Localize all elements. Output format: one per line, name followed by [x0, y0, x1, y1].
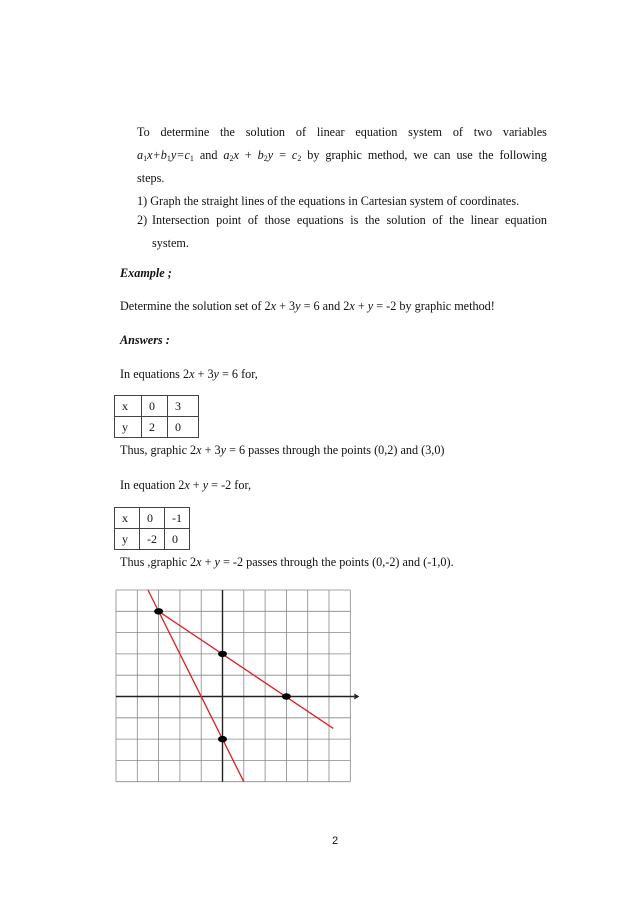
intro-line-3: steps. — [137, 171, 165, 185]
graph-line — [159, 611, 334, 728]
graph-point — [154, 608, 163, 614]
table-row: y -2 0 — [115, 529, 190, 550]
table-row: y 2 0 — [115, 417, 199, 438]
x-axis-arrow-icon — [354, 694, 359, 700]
eq1-intro: In equations 2x + 3y = 6 for, — [120, 367, 258, 381]
example-heading: Example ; — [120, 266, 172, 280]
eq2-conclusion: Thus ,graphic 2x + y = -2 passes through the points (0,-2) and (-1,0). — [120, 555, 454, 569]
graph-point — [218, 736, 227, 742]
step-2-number: 2) — [137, 213, 148, 227]
eq2-intro: In equation 2x + y = -2 for, — [120, 478, 252, 492]
eq2-values-table — [114, 507, 190, 550]
problem-statement: Determine the solution set of 2x + 3y = 6 and 2x + y = -2 by graphic method! — [120, 299, 495, 313]
cartesian-graph — [110, 585, 360, 795]
equation-2-b: $b_2y$ — [257, 148, 274, 163]
equation-2-lhs: $a_2x$ — [223, 148, 239, 163]
table-row: x 0 -1 — [115, 508, 190, 529]
graph-line — [148, 590, 244, 782]
intro-line-2: $a_1x+b_1y=c_1$ and $a_2x$ + $b_2y$ = $c_2$ by graphic method, we can use the following — [137, 148, 547, 163]
graph-point — [282, 693, 291, 699]
step-2-text: Intersection point of those equations is the solution of the linear equation — [152, 213, 547, 227]
step-2-continuation: system. — [152, 236, 189, 250]
equation-2-c: $c_2$ — [291, 148, 302, 163]
graph-point — [218, 651, 227, 657]
eq1-conclusion: Thus, graphic 2x + 3y = 6 passes through the points (0,2) and (3,0) — [120, 443, 445, 457]
table-row: x 0 3 — [115, 396, 199, 417]
page-number: 2 — [332, 835, 339, 847]
answers-heading: Answers : — [120, 333, 170, 347]
equation-1: $a_1x+b_1y=c_1$ — [137, 148, 194, 163]
step-1: 1) Graph the straight lines of the equations in Cartesian system of coordinates. — [137, 194, 520, 208]
intro-line-1: To determine the solution of linear equation system of two variables — [137, 125, 547, 139]
eq1-values-table — [114, 395, 199, 438]
